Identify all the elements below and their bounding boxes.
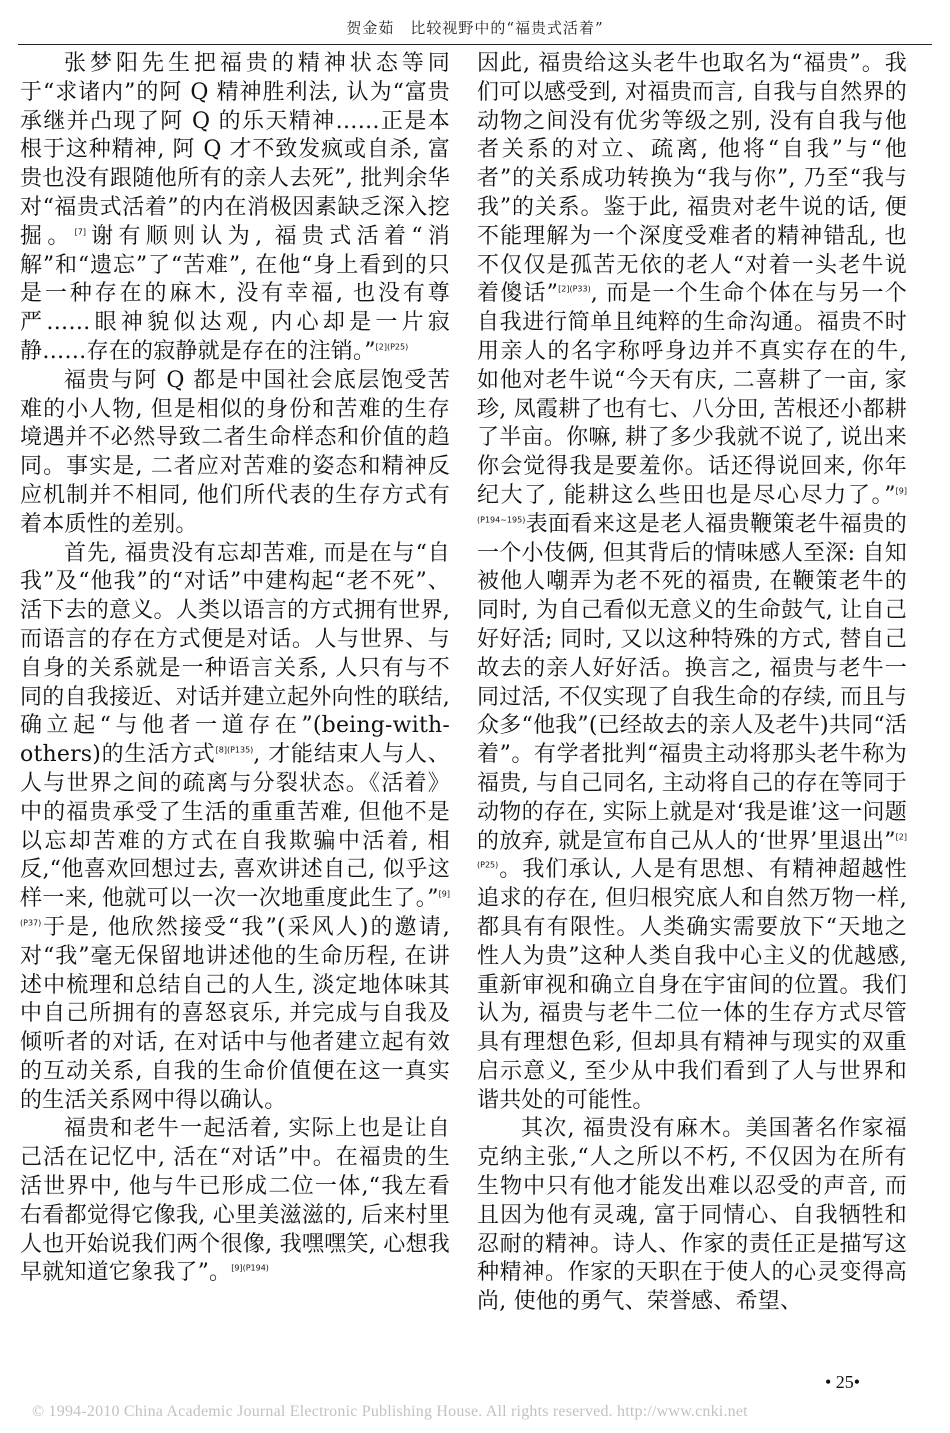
copyright-watermark: © 1994-2010 China Academic Journal Electronic Publishing House. All rights reserved. http://www.cnki.net xyxy=(32,1403,748,1420)
paragraph: 福贵和老牛一起活着, 实际上也是让自己活在记忆中, 活在“对话”中。在福贵的生活世界中, 他与牛已形成二位一体,“我左看右看都觉得它像我, 心里美滋滋的, 后来村里人也开始说我们两个很像, 我嘿嘿笑, 心想我早就知道它象我了”。$^{[9](P194)}$ xyxy=(20,1116,450,1286)
citation-ref: [2](P25) xyxy=(375,342,409,352)
left-column xyxy=(20,50,450,1288)
citation-ref: [2](P33) xyxy=(558,285,591,295)
paragraph: 因此, 福贵给这头老牛也取名为“福贵”。我们可以感受到, 对福贵而言, 自我与自然界的动物之间没有优劣等级之别, 没有自我与他者关系的对立、疏离, 他将“自我”与“他者”的关系成功转换为“我与你”, 乃至“我与我”的关系。鉴于此, 福贵对老牛说的话, 便不能理解为一个深度受难者的精神错乱, 也不仅仅是孤苦无依的老人“对着一头老牛说着傻话”$^{[2](P33)}$, 而是一个生命个体在与另一个自我进行简单且纯粹的生命沟通。福贵不时用亲人的名字称呼身边并不真实存在的牛, 如他对老牛说“今天有庆, 二喜耕了一亩, 家珍, 凤霞耕了也有七、八分田, 苦根还小都耕了半亩。你嘛, 耕了多少我就不说了, 说出来你会觉得我是要羞你。话还得说回来, 你年纪大了, 能耕这么些田也是尽心尽力了。”$^{[9](P194\sim 195)}$表面看来这是老人福贵鞭策老牛福贵的一个小伎俩, 但其背后的情味感人至深: 自知被他人嘲弄为老不死的福贵, 在鞭策老牛的同时, 为自己看似无意义的生命鼓气, 让自己好好活; 同时, 又以这种特殊的方式, 替自己故去的亲人好好活。换言之, 福贵与老牛一同过活, 不仅实现了自我生命的存续, 而且与众多“他我”(已经故去的亲人及老牛)共同“活着”。有学者批判“福贵主动将那头老牛称为福贵, 与自己同名, 主动将自己的存在等同于动物的存在, 实际上就是对‘我是谁’这一问题的放弃, 就是宣布自己从人的‘世界’里退出”$^{[2](P25)}$。我们承认, 人是有思想、有精神超越性追求的存在, 但归根究底人和自然万物一样, 都具有有限性。人类确实需要放下“天地之性人为贵”这种人类自我中心主义的优越感, 重新审视和确立自身在宇宙间的位置。我们认为, 福贵与老牛二位一体的生存方式尽管具有理想色彩, 但却具有精神与现实的双重启示意义, 至少从中我们看到了人与世界和谐共处的可能性。 xyxy=(477,51,907,1113)
citation-ref: [9](P37) xyxy=(20,889,450,928)
paragraph: 首先, 福贵没有忘却苦难, 而是在与“自我”及“他我”的“对话”中建构起“老不死”、活下去的意义。人类以语言的方式拥有世界, 而语言的存在方式便是对话。人与世界、与自身的关系就是一种语言关系, 人只有与不同的自我接近、对话并建立起外向性的联结, 确立起“与他者一道存在”(being-with-others)的生活方式$^{[8](P135)}$, 才能结束人与人、人与世界之间的疏离与分裂状态。《活着》中的福贵承受了生活的重重苦难, 但他不是以忘却苦难的方式在自我欺骗中活着, 相反,“他喜欢回想过去, 喜欢讲述自己, 似乎这样一来, 他就可以一次一次地重度此生了。”$^{[9](P37)}$于是, 他欣然接受“我”(采风人)的邀请, 对“我”毫无保留地讲述他的生命历程, 在讲述中梳理和总结自己的人生, 淡定地体味其中自己所拥有的喜怒哀乐, 并完成与自我及倾听者的对话, 在对话中与他者建立起有效的互动关系, 自我的生命价值便在这一真实的生活关系网中得以确认。 xyxy=(20,540,450,1113)
citation-ref: [2](P25) xyxy=(477,832,907,870)
page-number: • 25• xyxy=(825,1372,861,1392)
right-column xyxy=(477,50,907,1317)
citation-ref: [9](P194~195) xyxy=(477,486,907,525)
citation-ref: [8](P135) xyxy=(215,745,254,755)
paragraph: 福贵与阿 Q 都是中国社会底层饱受苦难的小人物, 但是相似的身份和苦难的生存境遇并不必然导致二者生命样态和价值的趋同。事实是, 二者应对苦难的姿态和精神反应机制并不相同, 他们所代表的生存方式有着本质性的差别。 xyxy=(20,367,450,537)
citation-ref: [9](P194) xyxy=(231,1264,269,1274)
citation-ref: [7] xyxy=(74,227,86,237)
paragraph: 其次, 福贵没有麻木。美国著名作家福克纳主张,“人之所以不朽, 不仅因为在所有生物中只有他才能发出难以忍受的声音, 而且因为他有灵魂, 富于同情心、自我牺牲和忍耐的精神。诗人、作家的责任正是描写这种精神。作家的天职在于使人的心灵变得高尚, 使他的勇气、荣誉感、希望、 xyxy=(477,1116,907,1315)
paragraph: 张梦阳先生把福贵的精神状态等同于“求诸内”的阿 Q 精神胜利法, 认为“富贵承继并凸现了阿 Q 的乐天精神……正是本根于这种精神, 阿 Q 才不致发疯或自杀, 富贵也没有跟随他所有的亲人去死”, 批判余华对“福贵式活着”的内在消极因素缺乏深入挖掘。[7]谢有顺则认为, 福贵式活着“消解”和“遗忘”了“苦难”, 在他“身上看到的只是一种存在的麻木, 没有幸福, 也没有尊严……眼神貌似达观, 内心却是一片寂静……存在的寂静就是存在的注销。”$^{[2](P25)}$ xyxy=(20,51,450,364)
running-header: 贺金茹 比较视野中的“福贵式活着” xyxy=(18,14,932,45)
